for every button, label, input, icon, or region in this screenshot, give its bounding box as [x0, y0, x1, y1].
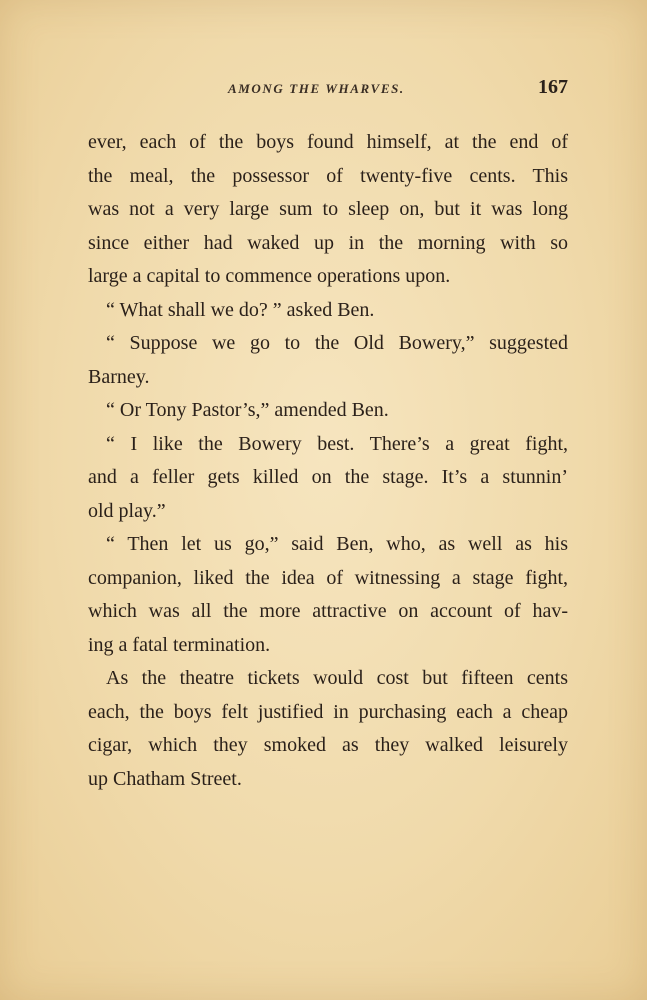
text-line: was not a very large sum to sleep on, but it was long: [88, 198, 568, 220]
text-line: and a feller gets killed on the stage. It’s a stunnin’: [88, 466, 568, 488]
text-line: ever, each of the boys found himself, at the end of: [88, 131, 568, 153]
text-line: companion, liked the idea of witnessing a stage fight,: [88, 566, 568, 589]
text-line: “ Suppose we go to the Old Bowery,” suggested: [106, 332, 568, 354]
text-line: the meal, the possessor of twenty-five cents. This: [88, 164, 568, 187]
page-number: 167: [538, 76, 568, 98]
text-line: “ What shall we do? ” asked Ben.: [106, 298, 375, 321]
text-line: “ I like the Bowery best. There’s a great fight,: [106, 432, 568, 455]
text-line: which was all the more attractive on account of hav-: [88, 600, 568, 622]
text-line: old play.”: [88, 499, 166, 522]
text-line: As the theatre tickets would cost but fifteen cents: [106, 667, 568, 689]
text-line: Barney.: [88, 365, 150, 388]
text-line: large a capital to commence operations upon.: [88, 265, 451, 287]
text-line: “ Then let us go,” said Ben, who, as well as his: [106, 533, 568, 555]
body-text: [88, 126, 568, 796]
text-line: since either had waked up in the morning with so: [88, 231, 568, 254]
text-line: up Chatham Street.: [88, 767, 242, 790]
text-line: each, the boys felt justified in purchasing each a cheap: [88, 700, 568, 723]
text-line: cigar, which they smoked as they walked leisurely: [88, 734, 568, 756]
page-header: [88, 76, 568, 106]
running-head: AMONG THE WHARVES.: [228, 81, 405, 96]
text-line: “ Or Tony Pastor’s,” amended Ben.: [106, 399, 389, 421]
text-line: ing a fatal termination.: [88, 633, 271, 656]
